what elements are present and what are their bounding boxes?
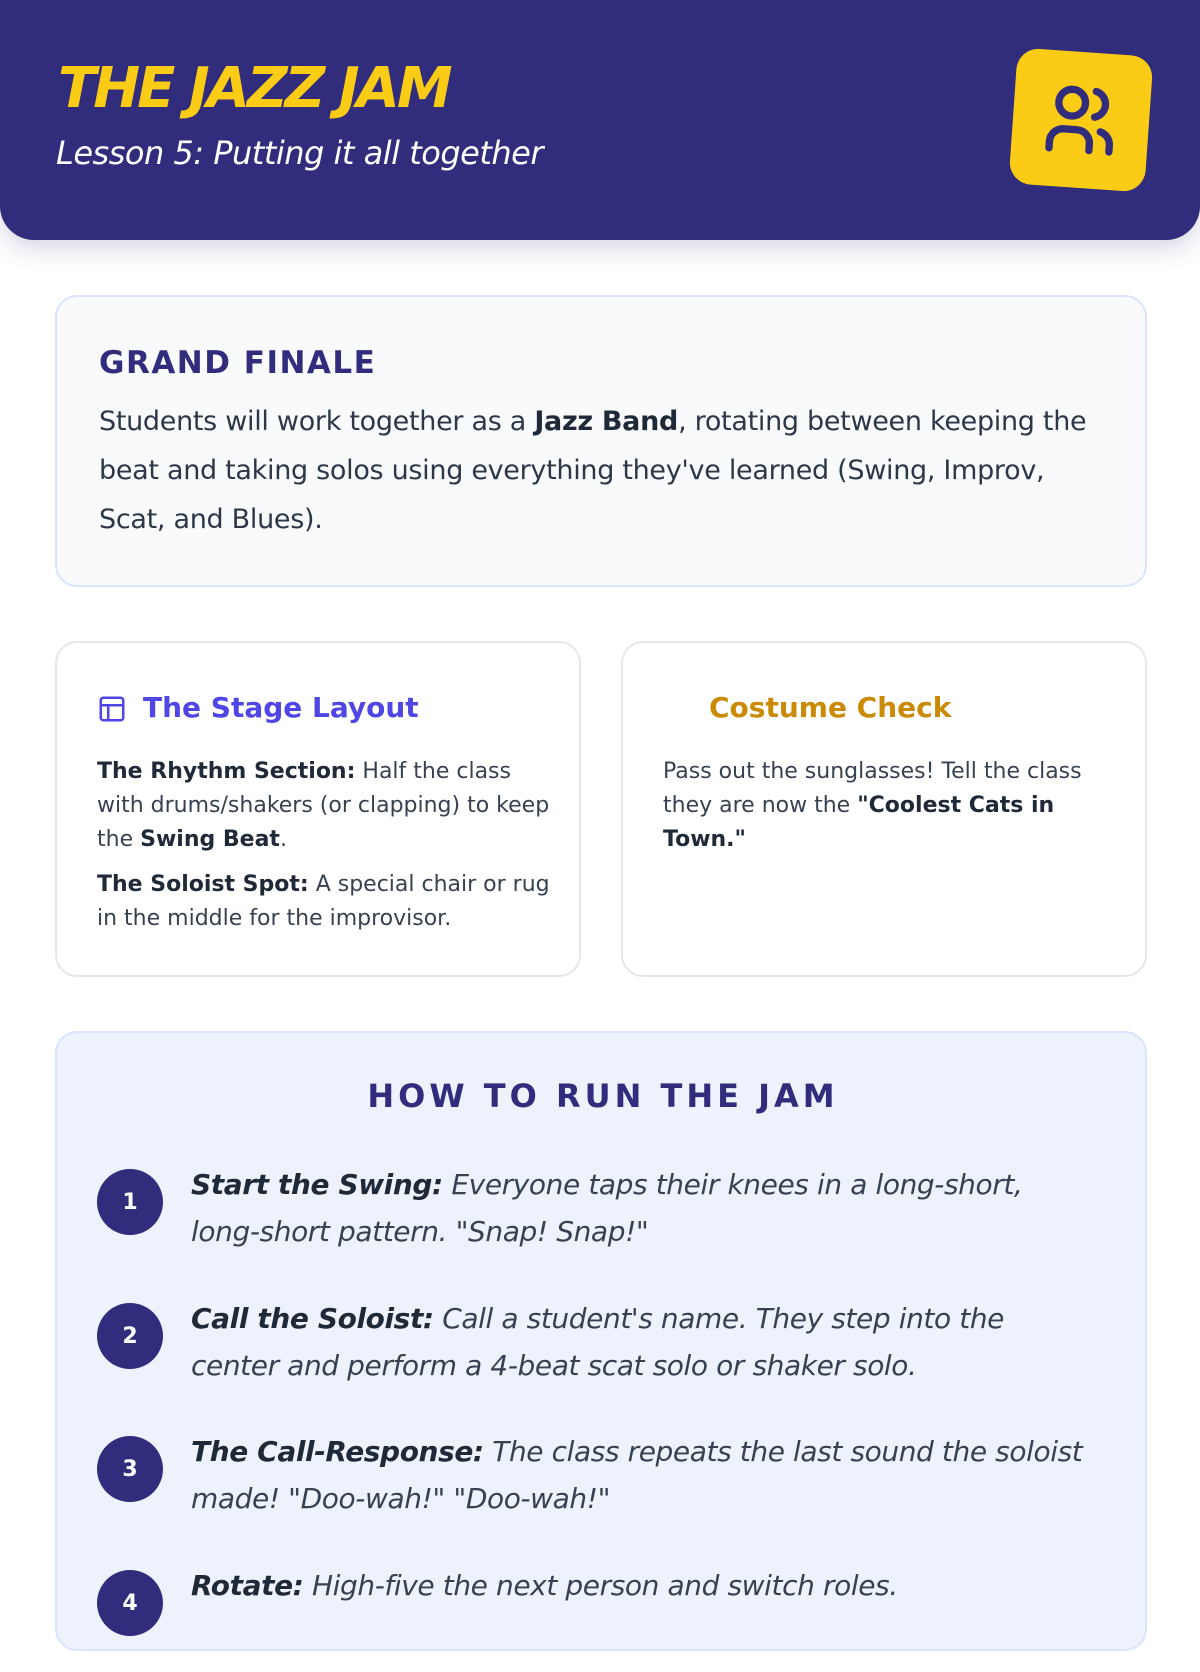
soloist-spot-text [97,868,557,936]
grand-finale-title: GRAND FINALE [99,345,377,381]
users-icon [1038,77,1123,162]
costume-check-title: Costume Check [709,691,952,724]
header-badge [1008,47,1153,192]
coolest-cats-label: "Coolest Cats in Town." [663,793,1055,852]
step-body: The class repeats the last sound the soloist made! "Doo-wah!" "Doo-wah!" [191,1435,1083,1515]
finale-text-end: , rotating between keeping the beat and taking solos using everything they've learned (Swing, Improv, Scat, and Blues). [99,406,1087,535]
soloist-spot-label: The Soloist Spot: [97,872,309,897]
step-label: Start the Swing: [191,1168,443,1201]
step-body: Call a student's name. They step into the center and perform a 4-beat scat solo or shaker solo. [191,1302,1004,1382]
step-number: 2 [97,1303,163,1369]
page-header [0,0,1200,240]
costume-check-card [621,641,1147,977]
stage-layout-title: The Stage Layout [143,691,419,724]
page-title: THE JAZZ JAM [58,56,450,121]
jam-step [97,1562,1107,1672]
soloist-spot-body: A special chair or rug in the middle for the improvisor. [97,872,550,931]
run-the-jam-title: HOW TO RUN THE JAM [367,1077,839,1115]
rhythm-section-label: The Rhythm Section: [97,759,356,784]
step-text [191,1428,1091,1522]
layout-icon [97,694,127,724]
rhythm-section-end: . [279,827,287,852]
rhythm-section-body: Half the class with drums/shakers (or clapping) to keep the [97,759,550,852]
swing-beat-label: Swing Beat [140,827,280,852]
costume-check-text [663,755,1123,857]
lesson-subtitle: Lesson 5: Putting it all together [56,134,543,172]
step-number: 3 [97,1436,163,1502]
step-text [191,1161,1091,1255]
step-text [191,1562,1091,1609]
step-body: High-five the next person and switch roles. [303,1569,898,1602]
rhythm-section-text [97,755,557,857]
stage-layout-card [55,641,581,977]
jam-step [97,1295,1107,1405]
costume-check-body: Pass out the sunglasses! Tell the class they are now the [663,759,1082,818]
run-the-jam-card [55,1031,1147,1651]
jam-step [97,1161,1107,1271]
grand-finale-description [99,397,1109,544]
step-label: The Call-Response: [191,1435,484,1468]
step-label: Rotate: [191,1569,304,1602]
grand-finale-card [55,295,1147,587]
step-number: 4 [97,1570,163,1636]
step-number: 1 [97,1169,163,1235]
finale-text-bold: Jazz Band [534,406,679,437]
step-label: Call the Soloist: [191,1302,434,1335]
jam-step [97,1428,1107,1538]
finale-text-start: Students will work together as a [99,406,535,437]
step-text [191,1295,1091,1389]
step-body: Everyone taps their knees in a long-short, long-short pattern. "Snap! Snap!" [191,1168,1023,1248]
